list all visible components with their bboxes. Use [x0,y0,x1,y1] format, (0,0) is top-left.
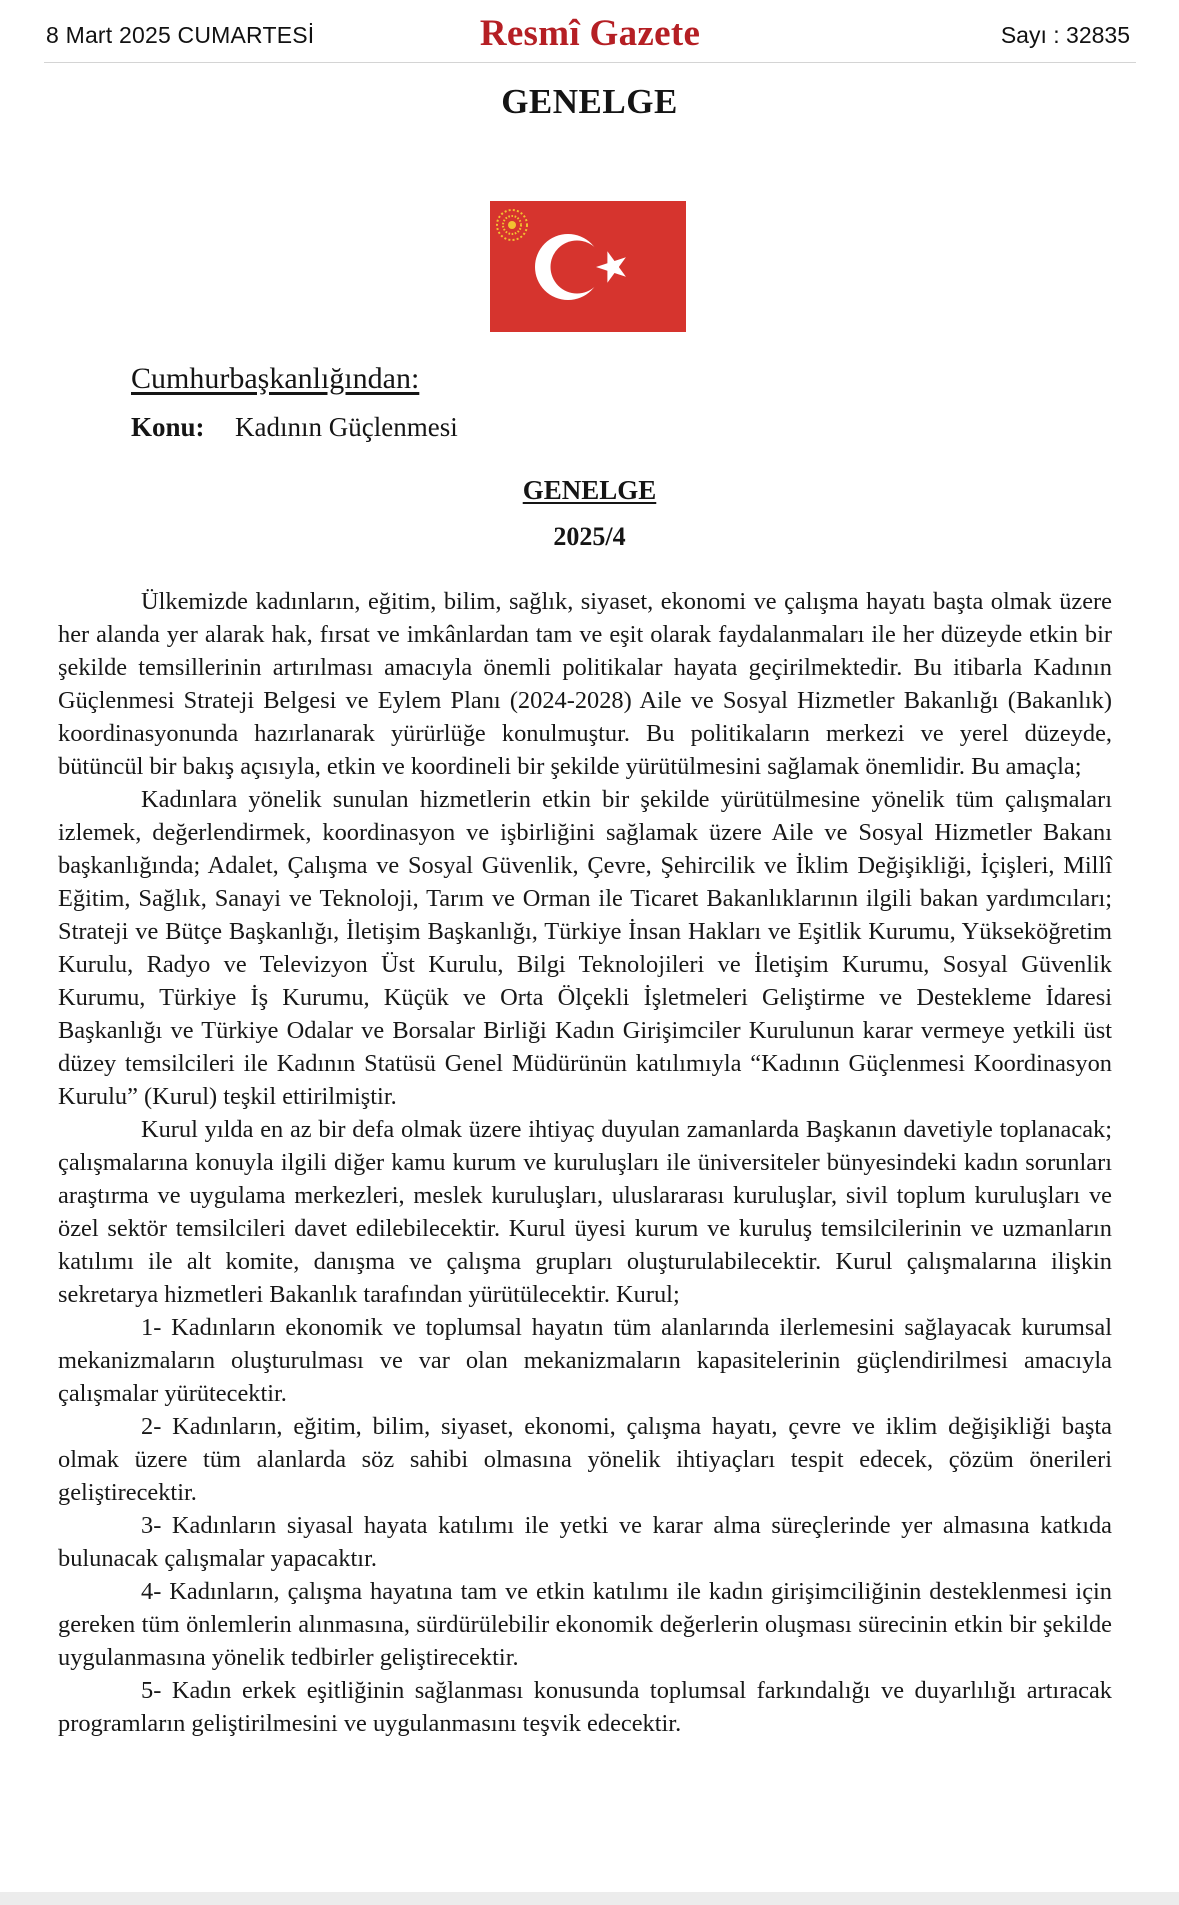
gazette-brand-title: Resmî Gazete [479,13,701,54]
body-paragraph: Ülkemizde kadınların, eğitim, bilim, sağlık, siyaset, ekonomi ve çalışma hayatı başta olmak üzere her alanda yer alarak hak, fırsat ve imkânlardan tam ve eşit olarak faydalanmaları ile her düzeyde etkin bir şekilde temsillerinin artırılması amacıyla önemli politikalar hayata geçirilmektedir. Bu itibarla Kadının Güçlenmesi Strateji Belgesi ve Eylem Planı (2024-2028) Aile ve Sosyal Hizmetler Bakanlığı (Bakanlık) koordinasyonunda hazırlanarak yürürlüğe konulmuştur. Bu politikaların merkezi ve yerel düzeyde, bütüncül bir bakış açısıyla, etkin ve koordineli bir şekilde yürütülmesini sağlamak önemlidir. Bu amaçla; [58,588,1112,780]
issue-number: Sayı : 32835 [1000,22,1130,48]
circular-body [58,585,1112,1740]
duty-item: 2- Kadınların, eğitim, bilim, siyaset, ekonomi, çalışma hayatı, çevre ve iklim değişikliği başta olmak üzere tüm alanlarda söz sahibi olmasına yönelik ihtiyaçları tespit edecek, çözüm önerileri geliştirecektir. [58,1413,1112,1506]
subject-label: Konu: [131,412,205,442]
duty-item: 1- Kadınların ekonomik ve toplumsal hayatın tüm alanlarında ilerlemesini sağlayacak kurumsal mekanizmaların oluşturulması ve var olan mekanizmaların kapasitelerinin güçlendirilmesi amacıyla çalışmalar yürütecektir. [58,1314,1112,1407]
duty-item: 5- Kadın erkek eşitliğinin sağlanması konusunda toplumsal farkındalığı ve duyarlılığı artıracak programların geliştirilmesini ve uygulanmasını teşvik edecektir. [58,1677,1112,1737]
duty-item: 4- Kadınların, çalışma hayatına tam ve etkin katılımı ile kadın girişimciliğinin desteklenmesi için gereken tüm önlemlerin alınmasına, sürdürülebilir ekonomik değerlerin oluşması sürecinin etkin bir şekilde uygulanmasına yönelik tedbirler geliştirecektir. [58,1578,1112,1671]
page-bottom-edge [0,1892,1179,1905]
subject-value: Kadının Güçlenmesi [235,412,458,442]
duty-item: 3- Kadınların siyasal hayata katılımı ile yetki ve karar alma süreçlerinde yer almasına katkıda bulunacak çalışmalar yapacaktır. [58,1512,1112,1572]
crescent-inner [551,241,604,294]
subject-line [131,412,458,443]
masthead [44,12,1136,63]
circular-number: 2025/4 [553,522,626,551]
document-type-heading: GENELGE [501,82,678,121]
turkish-flag-icon [490,201,686,332]
body-paragraph: Kurul yılda en az bir defa olmak üzere ihtiyaç duyulan zamanlarda Başkanın davetiyle toplanacak; çalışmalarına konuyla ilgili diğer kamu kurum ve kuruluşları ile üniversiteler bünyesindeki kadın sorunları araştırma ve uygulama merkezleri, meslek kuruluşları, uluslararası kuruluşlar, sivil toplum kuruluşları ve özel sektör temsilcileri davet edilebilecektir. Kurul üyesi kurum ve kuruluş temsilcilerinin ve uzmanların katılımı ile alt komite, danışma ve çalışma grupları oluşturulabilecektir. Kurul çalışmalarına ilişkin sekretarya hizmetleri Bakanlık tarafından yürütülecektir. Kurul; [58,1116,1112,1308]
issue-date: 8 Mart 2025 CUMARTESİ [46,22,315,48]
body-paragraph: Kadınlara yönelik sunulan hizmetlerin etkin bir şekilde yürütülmesine yönelik tüm çalışmaları izlemek, değerlendirmek, koordinasyon ve işbirliğini sağlamak üzere Aile ve Sosyal Hizmetler Bakanı başkanlığında; Adalet, Çalışma ve Sosyal Güvenlik, Çevre, Şehircilik ve İklim Değişikliği, İçişleri, Millî Eğitim, Sağlık, Sanayi ve Teknoloji, Tarım ve Orman ile Ticaret Bakanlıklarının ilgili bakan yardımcıları; Strateji ve Bütçe Başkanlığı, İletişim Başkanlığı, Türkiye İnsan Hakları ve Eşitlik Kurumu, Yükseköğretim Kurulu, Radyo ve Televizyon Üst Kurulu, Bilgi Teknolojileri ve İletişim Kurumu, Sosyal Güvenlik Kurumu, Türkiye İş Kurumu, Küçük ve Orta Ölçekli İşletmeleri Geliştirme ve Destekleme İdaresi Başkanlığı ve Türkiye Odalar ve Borsalar Birliği Kadın Girişimciler Kurulunun karar vermeye yetkili üst düzey temsilcileri ile Kadının Statüsü Genel Müdürünün katılımıyla “Kadının Güçlenmesi Koordinasyon Kurulu” (Kurul) teşkil ettirilmiştir. [58,786,1112,1110]
issuing-authority: Cumhurbaşkanlığından: [131,362,420,395]
circular-title: GENELGE [522,475,657,505]
